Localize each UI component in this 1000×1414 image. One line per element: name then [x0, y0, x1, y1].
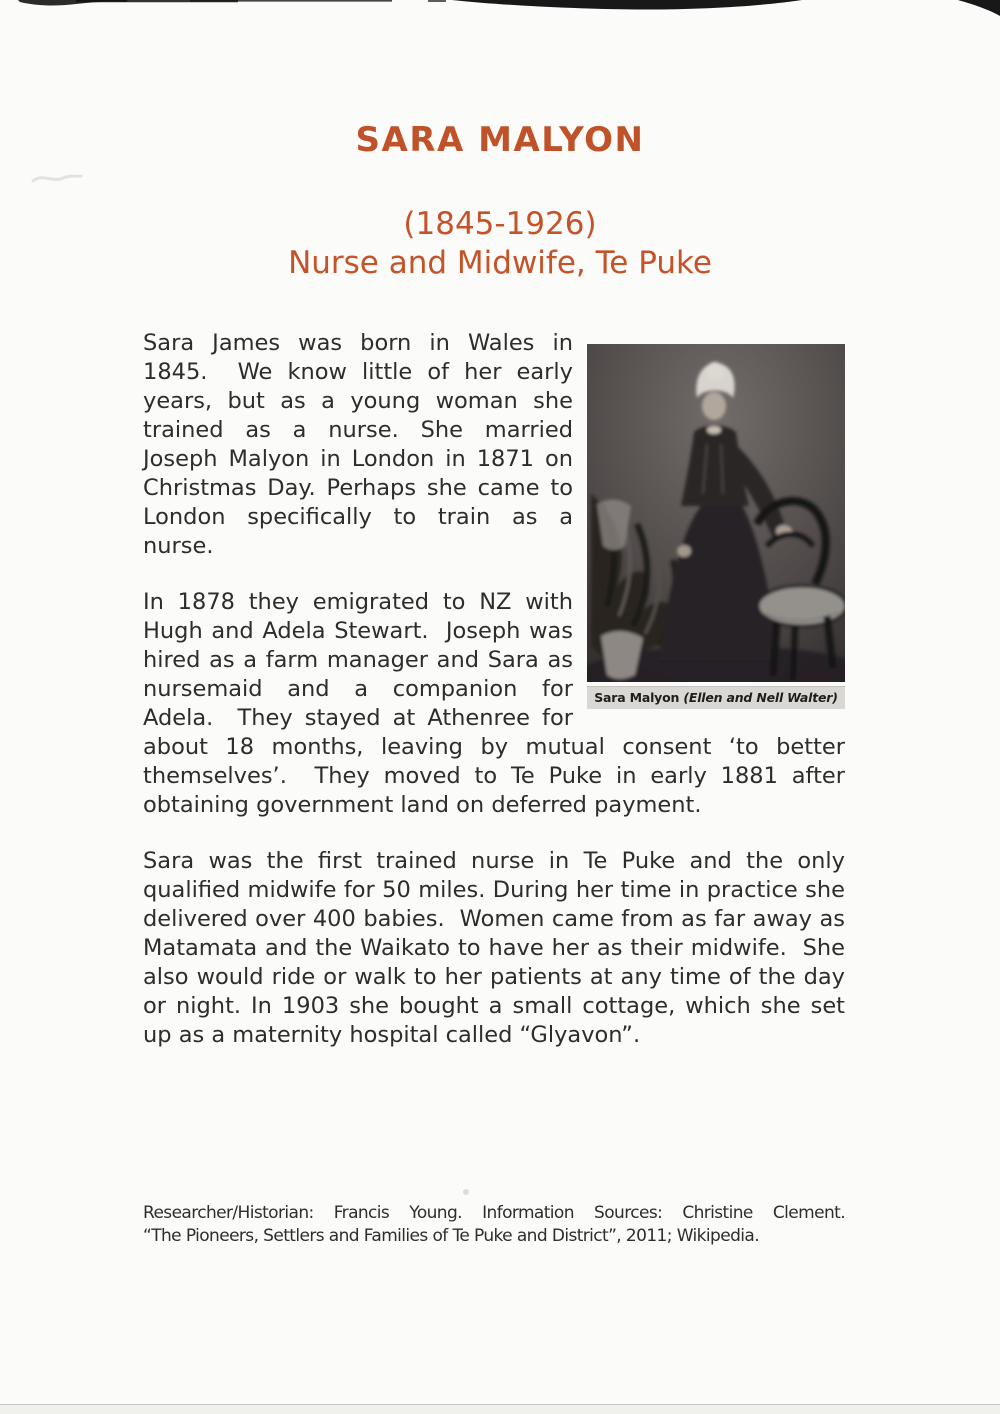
scan-artifact-bottom [0, 1404, 1000, 1414]
scan-speck [463, 1189, 469, 1195]
scan-squiggle-mark [30, 170, 84, 188]
body-paragraph-2: In 1878 they emigrated to NZ with Hugh and Adela Stewart. Joseph was hired as a farm manager and Sara as nursemaid and a companion for Adela. They stayed at Athenree for about 18 months, leaving by mutual consent ‘to better themselves’. They moved to Te Puke in early 1881 after obtaining government land on deferred payment. [143, 588, 853, 818]
portrait-figure [587, 344, 845, 709]
caption-detail: (Ellen and Nell Walter) [683, 689, 838, 705]
article-body [143, 329, 853, 1248]
source-note-line-2: “The Pioneers, Settlers and Families of Te Puke and District”, 2011; Wikipedia. [143, 1225, 760, 1246]
subtitle-role: Nurse and Midwife, Te Puke [288, 244, 712, 281]
scan-artifact-top [0, 0, 1000, 20]
page-title: SARA MALYON [355, 120, 645, 160]
source-note [143, 1202, 845, 1248]
body-paragraph-1: Sara James was born in Wales in 1845. We know little of her early years, but as a young woman she trained as a nurse. She married Joseph Malyon in London in 1871 on Christmas Day. Perhaps she came to London specifically to train as a nurse. [143, 329, 581, 559]
subtitle-years: (1845-1926) [403, 205, 597, 242]
portrait-caption [587, 686, 845, 709]
page-subtitle [0, 205, 1000, 283]
portrait-photo [587, 344, 845, 682]
source-note-line-1: Researcher/Historian: Francis Young. Information Sources: Christine Clement. [143, 1202, 845, 1223]
caption-name: Sara Malyon [594, 689, 684, 705]
body-paragraph-3: Sara was the first trained nurse in Te Puke and the only qualified midwife for 50 miles. During her time in practice she delivered over 400 babies. Women came from as far away as Matamata and the Waikato to have her as their midwife. She also would ride or walk to her patients at any time of the day or night. In 1903 she bought a small cottage, which she set up as a maternity hospital called “Glyavon”. [143, 847, 853, 1048]
